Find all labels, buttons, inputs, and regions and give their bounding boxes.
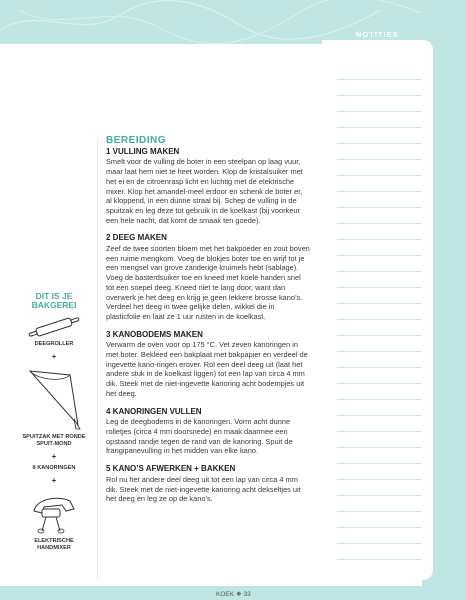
step-title: 2 DEEG MAKEN	[106, 233, 167, 243]
step-text: Rol nu het andere deel deeg uit tot een lap van circa 4 mm dik. Steek met de niet-ingevette kanoring acht dekseltjes uit het deeg en leg ze op de kano’s.	[106, 474, 301, 504]
step-text: Verwarm de oven voor op 175 °C. Vet zeven kanoringen in met boter. Bekleed een bakplaat met bakpapier en verdeel de ingevette kano-ringen erover. Rol een deel deeg uit (laat het andere stuk in de koelkast liggen) tot een lap van circa 4 mm dik. Steek met de niet-ingevette kanoring acht bodempjes uit het deeg.	[106, 340, 308, 398]
equipment-item-piping-bag	[20, 365, 88, 448]
plus-sign: +	[51, 476, 57, 485]
notes-title: NOTITIES	[356, 30, 399, 39]
equipment-label: ELEKTRISCHE HANDMIXER	[34, 538, 74, 551]
step-1	[106, 147, 310, 226]
column-divider	[97, 138, 98, 578]
plus-sign: +	[51, 452, 57, 461]
step-5	[106, 464, 310, 504]
equipment-label: DEEGROLLER	[34, 341, 74, 347]
equipment-item-hand-mixer	[20, 489, 88, 552]
rolling-pin-icon	[22, 316, 86, 338]
equipment-item-rolling-pin	[20, 316, 88, 348]
step-text: Smelt voor de vulling de boter in een steelpan op laag vuur, maar laat hem niet te heet worden. Klop de kristalsuiker met het ei en de citroenrasp licht en luchtig met de elektrische mixer. Klop het amandel-meel erdoor en schenk de boter er, al kloppend, in een dunne straal bij. Schep de vulling in de spuitzak en leg deze tot gebruik in de koelkast (bij voorkeur een hele nacht, dat komt de smaak ten goede).	[106, 157, 303, 225]
step-title: 3 KANOBODEMS MAKEN	[106, 329, 203, 339]
piping-bag-icon	[22, 365, 86, 431]
equipment-item-boat-molds	[20, 465, 88, 472]
step-2	[106, 233, 310, 321]
method-column	[106, 136, 310, 512]
step-title: 5 KANO’S AFWERKEN + BAKKEN	[106, 464, 236, 474]
equipment-heading-line2: BAKGEREI	[31, 300, 77, 310]
equipment-sidebar	[20, 292, 88, 556]
step-3	[106, 330, 310, 399]
step-text: Leg de deegbodems in de kanoringen. Vorm acht dunne rolletjes (circa 4 mm doorsnede) en maak daarmee een opstaand randje tegen de rand van de kanoring. Spuit de frangipanevulling in het midden van elke kano.	[106, 417, 293, 456]
notes-lines[interactable]	[337, 64, 421, 574]
page-folio: KOEK ❖ 33	[216, 591, 251, 598]
equipment-heading-line1: DIT IS JE	[35, 291, 73, 301]
equipment-heading	[20, 292, 88, 310]
equipment-label: SPUITZAK MET RONDE SPUIT-MOND	[22, 434, 86, 447]
step-text: Zeef de twee soorten bloem met het bakpoeder en zout boven een ruime mengkom. Voeg de blokjes boter toe en wrijf tot je een mengsel van grove zanderige kruimels hebt (sablage). Voeg de basterdsuiker toe en kneed met koele handen snel tot een soepel deeg. Kneed niet te lang door, want dan overwerk je het deeg en krijg je geen lekkere brosse kano’s. Verdeel het deeg in twee gelijke delen, wikkel die in plasticfolie en laat ze 1 uur rusten in de koelkast.	[106, 244, 310, 321]
step-title: 1 VULLING MAKEN	[106, 146, 180, 156]
step-title: 4 KANORINGEN VULLEN	[106, 406, 202, 416]
equipment-label: 8 KANORINGEN	[32, 465, 76, 471]
hand-mixer-icon	[22, 489, 86, 535]
method-heading: BEREIDING	[106, 135, 167, 146]
plus-sign: +	[51, 352, 57, 361]
step-4	[106, 407, 310, 457]
